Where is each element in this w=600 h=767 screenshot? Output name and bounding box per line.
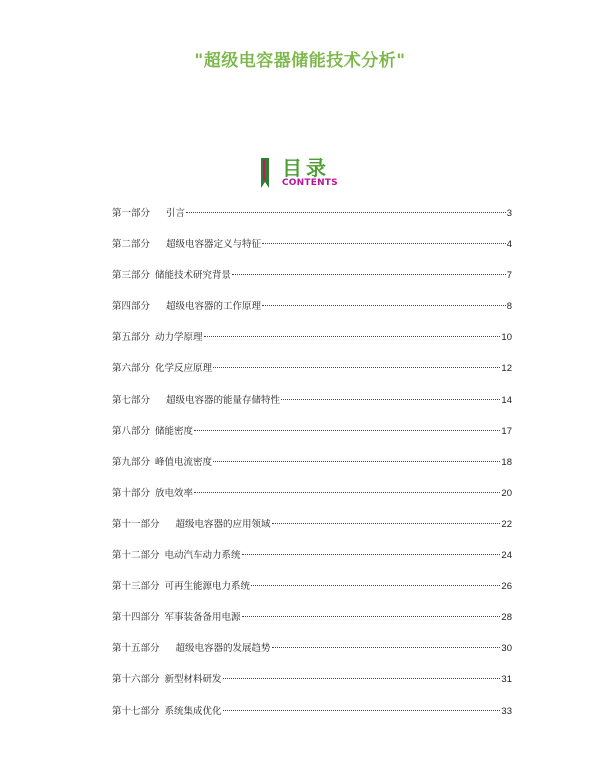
bookmark-icon [260,158,270,188]
toc-title: 超级电容器的应用领域 [175,518,271,530]
toc-entry[interactable] [112,549,512,580]
toc-title: 动力学原理 [155,332,203,344]
toc-dot-leader [272,647,501,648]
toc-page-number: 14 [501,394,512,406]
toc-entry[interactable] [112,425,512,456]
toc-part-number: 第二部分 [112,239,151,251]
toc-page-number: 8 [506,301,512,313]
toc-title: 放电效率 [155,487,194,499]
toc-dot-leader [223,710,501,711]
toc-part-number: 第一部分 [112,208,151,219]
toc-part-number: 第五部分 [112,332,151,344]
toc-page-number: 3 [506,208,512,219]
toc-entry[interactable] [112,331,512,362]
toc-entry[interactable] [112,300,512,331]
toc-heading: 目录 [282,156,330,180]
toc-page-number: 4 [506,239,512,251]
toc-part-number: 第四部分 [112,301,151,313]
toc-part-number: 第十部分 [112,487,151,499]
toc-part-number: 第十三部分 [112,581,160,593]
toc-dot-leader [242,554,501,555]
toc-part-number: 第三部分 [112,270,151,282]
toc-page-number: 31 [501,674,512,686]
toc-dot-leader [194,492,500,493]
toc-part-number: 第十七部分 [112,705,160,717]
toc-part-number: 第十六部分 [112,674,160,686]
toc-page-number: 33 [501,705,512,717]
toc-part-number: 第十四部分 [112,612,160,624]
toc-dot-leader [223,678,501,679]
toc-title: 峰值电流密度 [155,456,213,468]
toc-entry[interactable] [112,705,512,736]
toc-header [258,156,348,194]
toc-page-number: 30 [501,643,512,655]
toc-title: 超级电容器的能量存储特性 [166,394,281,406]
toc-entry[interactable] [112,487,512,518]
toc-dot-leader [281,399,500,400]
toc-title: 超级电容器的工作原理 [166,301,262,313]
toc-title: 化学反应原理 [155,363,213,375]
toc-dot-leader [251,585,500,586]
toc-page-number: 12 [501,363,512,375]
toc-page-number: 7 [506,270,512,282]
toc-entry[interactable] [112,238,512,269]
toc-title: 超级电容器的发展趋势 [175,643,271,655]
toc-dot-leader [262,305,506,306]
toc-page-number: 18 [501,456,512,468]
toc-entry[interactable] [112,269,512,300]
toc-dot-leader [204,336,501,337]
toc-dot-leader [213,461,500,462]
toc-page-number: 26 [501,581,512,593]
toc-title: 储能技术研究背景 [155,270,232,282]
toc-title: 新型材料研发 [164,674,222,686]
toc-part-number: 第九部分 [112,456,151,468]
toc-part-number: 第十五部分 [112,643,160,655]
toc-entry[interactable] [112,642,512,673]
toc-entry[interactable] [112,673,512,704]
toc-entry[interactable] [112,580,512,611]
toc-dot-leader [186,212,506,213]
toc-dot-leader [194,430,500,431]
toc-page-number: 20 [501,487,512,499]
document-title: "超级电容器储能技术分析" [194,51,406,71]
toc-title: 军事装备备用电源 [164,612,241,624]
toc-entry[interactable] [112,362,512,393]
toc-entry[interactable] [112,456,512,487]
toc-title: 系统集成优化 [164,705,222,717]
table-of-contents [112,207,512,736]
toc-page-number: 17 [501,425,512,437]
toc-part-number: 第十二部分 [112,550,160,562]
toc-dot-leader [272,523,501,524]
toc-title: 储能密度 [155,425,194,437]
toc-title: 引言 [166,208,186,219]
toc-dot-leader [262,243,506,244]
toc-entry[interactable] [112,518,512,549]
toc-page-number: 22 [501,518,512,530]
toc-part-number: 第六部分 [112,363,151,375]
toc-page-number: 24 [501,550,512,562]
toc-title: 超级电容器定义与特征 [166,239,262,251]
toc-title: 电动汽车动力系统 [164,550,241,562]
toc-part-number: 第七部分 [112,394,151,406]
toc-dot-leader [232,274,506,275]
toc-entry[interactable] [112,611,512,642]
toc-title: 可再生能源电力系统 [164,581,251,593]
toc-subheading: CONTENTS [282,178,338,188]
toc-part-number: 第十一部分 [112,518,160,530]
toc-dot-leader [213,367,500,368]
toc-entry[interactable] [112,207,512,238]
toc-part-number: 第八部分 [112,425,151,437]
toc-page-number: 28 [501,612,512,624]
toc-entry[interactable] [112,394,512,425]
toc-dot-leader [242,616,501,617]
toc-page-number: 10 [501,332,512,344]
